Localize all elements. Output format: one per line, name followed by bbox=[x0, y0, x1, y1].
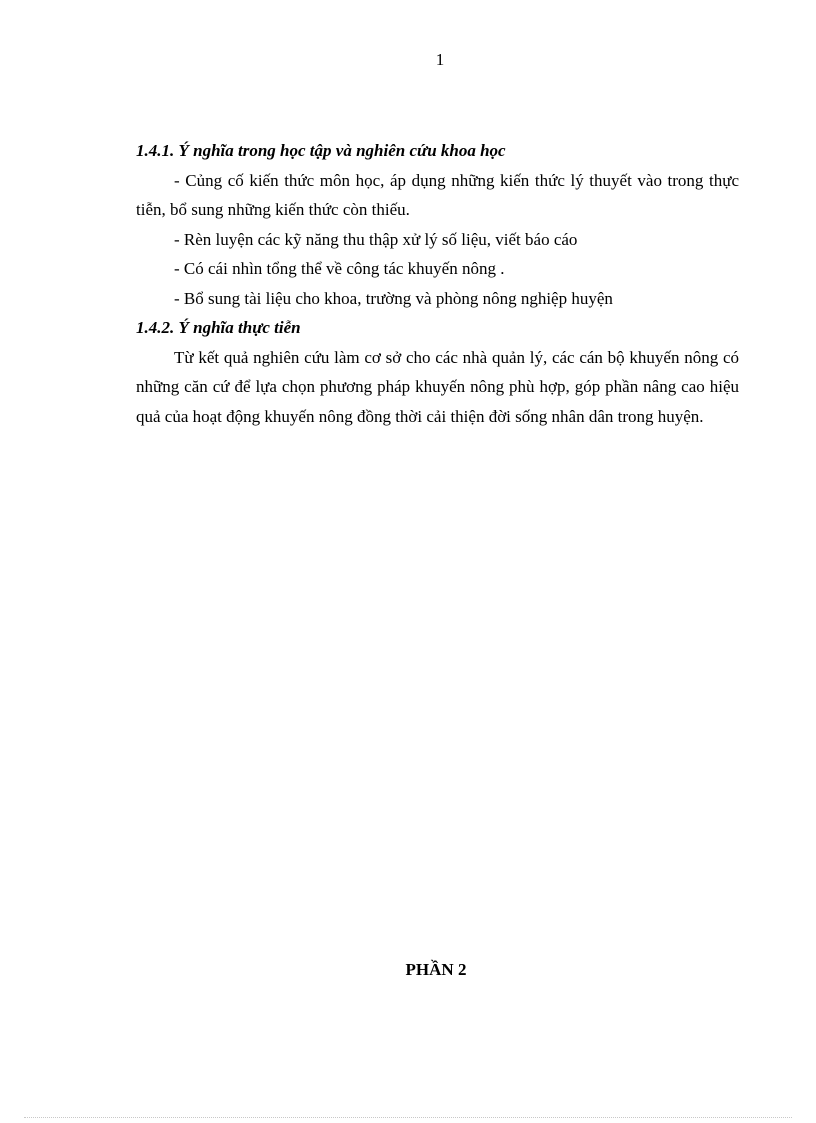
page-number: 1 bbox=[435, 50, 445, 69]
part-title: PHẦN 2 bbox=[405, 960, 467, 979]
paragraph-knowledge: - Củng cố kiến thức môn học, áp dụng những kiến thức lý thuyết vào trong thực tiễn, bổ sung những kiến thức còn thiếu. bbox=[136, 170, 739, 219]
list-item: - Rèn luyện các kỹ năng thu thập xử lý số liệu, viết báo cáo bbox=[174, 229, 578, 249]
list-item: - Có cái nhìn tổng thể về công tác khuyến nông . bbox=[174, 259, 505, 278]
section-heading-1-4-2: 1.4.2. Ý nghĩa thực tiễn bbox=[136, 318, 301, 337]
paragraph-practical: Từ kết quả nghiên cứu làm cơ sở cho các nhà quản lý, các cán bộ khuyến nông có những căn cứ để lựa chọn phương pháp khuyến nông phù hợp, góp phần nâng cao hiệu quả của hoạt động khuyến nông đồng thời cải thiện đời sống nhân dân trong huyện. bbox=[136, 347, 739, 426]
footer-divider bbox=[24, 1117, 792, 1118]
list-item: - Bổ sung tài liệu cho khoa, trường và phòng nông nghiệp huyện bbox=[174, 288, 613, 308]
document-body bbox=[136, 136, 739, 431]
section-heading-1-4-1: 1.4.1. Ý nghĩa trong học tập và nghiên cứu khoa học bbox=[136, 141, 506, 160]
